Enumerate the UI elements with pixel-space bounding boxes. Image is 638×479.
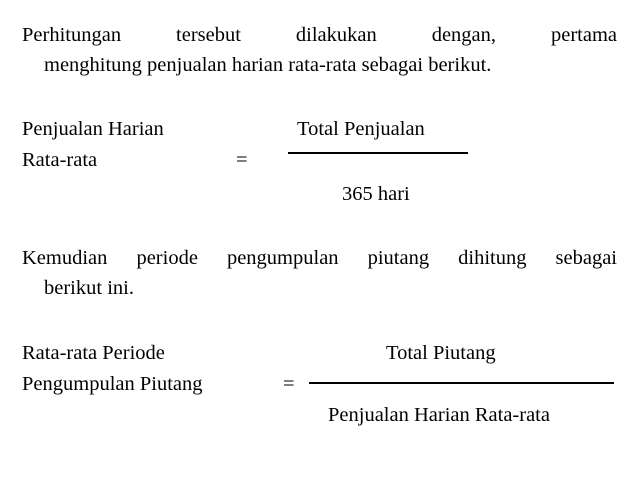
formula2-equals-sign: =: [283, 373, 295, 395]
formula1-lhs-line-1: Penjualan Harian: [22, 118, 164, 140]
second-paragraph-line-1: Kemudian periode pengumpulan piutang dihitung sebagai: [22, 247, 617, 269]
intro-paragraph-line-1: Perhitungan tersebut dilakukan dengan, pertama: [22, 24, 617, 46]
formula1-equals-sign: =: [236, 149, 248, 171]
formula1-lhs-line-2: Rata-rata: [22, 149, 98, 171]
formula2-lhs-line-2: Pengumpulan Piutang: [22, 373, 203, 395]
formula1-fraction-bar: [288, 152, 468, 154]
second-paragraph-line-2: berikut ini.: [44, 277, 134, 299]
formula2-lhs-line-1: Rata-rata Periode: [22, 342, 165, 364]
formula2-denominator: Penjualan Harian Rata-rata: [328, 404, 550, 426]
intro-paragraph-line-2: menghitung penjualan harian rata-rata sebagai berikut.: [44, 54, 492, 76]
formula2-numerator: Total Piutang: [386, 342, 496, 364]
second-paragraph: [22, 243, 617, 303]
formula2-fraction-bar: [309, 382, 614, 384]
intro-paragraph: [22, 20, 617, 80]
formula1-denominator: 365 hari: [342, 183, 410, 205]
formula1-numerator: Total Penjualan: [297, 118, 425, 140]
